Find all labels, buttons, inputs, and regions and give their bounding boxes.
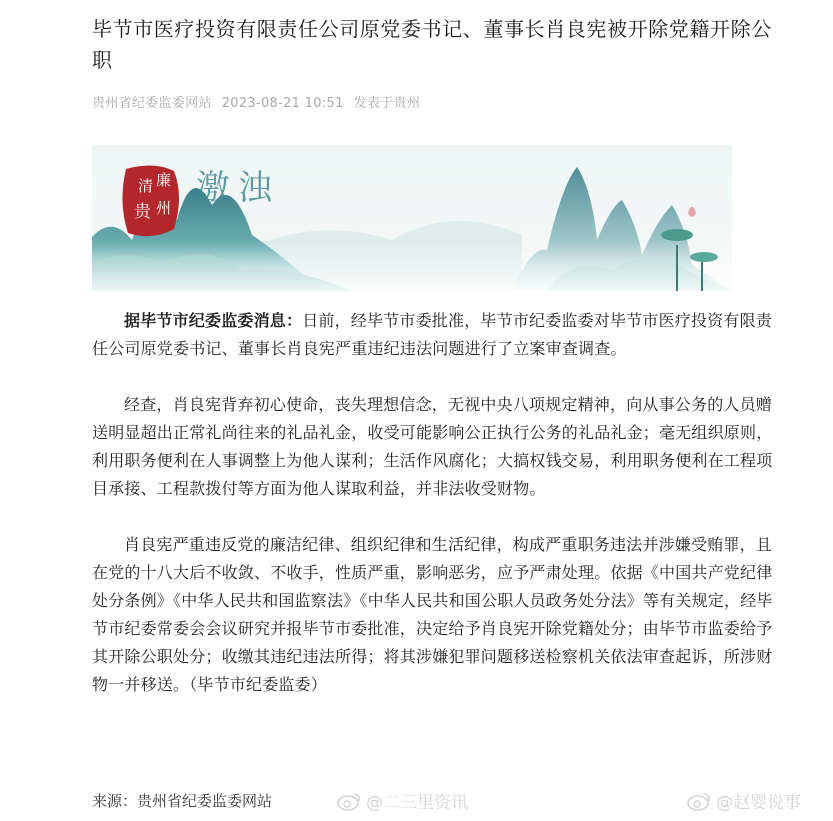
publish-datetime: 2023-08-21 10:51 [221, 96, 344, 111]
paragraph-1 [92, 307, 776, 363]
paragraph-1-lead: 据毕节市纪委监委消息： [124, 311, 303, 330]
paragraph-2: 经查，肖良宪背弃初心使命，丧失理想信念，无视中央八项规定精神，向从事公务的人员赠送明显超出正常礼尚往来的礼品礼金，收受可能影响公正执行公务的礼品礼金；毫无组织原则，利用职务便利在人事调整上为他人谋利；生活作风腐化；大搞权钱交易，利用职务便利在工程项目承接、工程款拨付等方面为他人谋取利益，并非法收受财物。 [92, 395, 773, 498]
weibo-icon [686, 790, 712, 812]
article-meta [92, 92, 776, 111]
paragraph-3: 肖良宪严重违反党的廉洁纪律、组织纪律和生活纪律，构成严重职务违法并涉嫌受贿罪，且在党的十八大后不收敛、不收手，性质严重，影响恶劣，应予严肃处理。依据《中国共产党纪律处分条例》《中华人民共和国监察法》《中华人民共和国公职人员政务处分法》等有关规定，经毕节市纪委常委会会议研究并报毕节市委批准，决定给予肖良宪开除党籍处分；由毕节市监委给予其开除公职处分；收缴其违纪违法所得；将其涉嫌犯罪问题移送检察机关依法审查起诉，所涉财物一并移送。（毕节市纪委监委） [92, 535, 773, 694]
seal-char-2: 廉 [156, 171, 172, 189]
article-banner-image [92, 145, 732, 291]
footer-source: 来源：贵州省纪委监委网站 [92, 792, 273, 810]
seal-logo [122, 165, 179, 236]
watermark-2 [686, 788, 801, 813]
seal-char-1: 清 [138, 177, 154, 195]
landscape-illustration [92, 145, 732, 291]
article-body [92, 307, 776, 727]
seal-char-3: 贵 [134, 202, 151, 222]
banner-motto: 激浊 [196, 168, 280, 208]
article-title: 毕节市医疗投资有限责任公司原党委书记、董事长肖良宪被开除党籍开除公职 [92, 17, 772, 72]
source-name[interactable]: 贵州省纪委监委网站 [92, 96, 212, 111]
publish-location: 发表于贵州 [353, 96, 421, 111]
seal-char-4: 州 [156, 199, 172, 217]
weibo-icon [336, 790, 362, 812]
paragraph-1-text: 日前，经毕节市委批准，毕节市纪委监委对毕节市医疗投资有限责任公司原党委书记、董事长肖良宪严重违纪违法问题进行了立案审查调查。 [92, 311, 773, 358]
article-header [92, 0, 776, 111]
watermark-1 [336, 788, 468, 813]
watermark-2-text: @赵婴说事 [716, 793, 801, 813]
watermark-1-text: @二三里资讯 [366, 793, 468, 813]
